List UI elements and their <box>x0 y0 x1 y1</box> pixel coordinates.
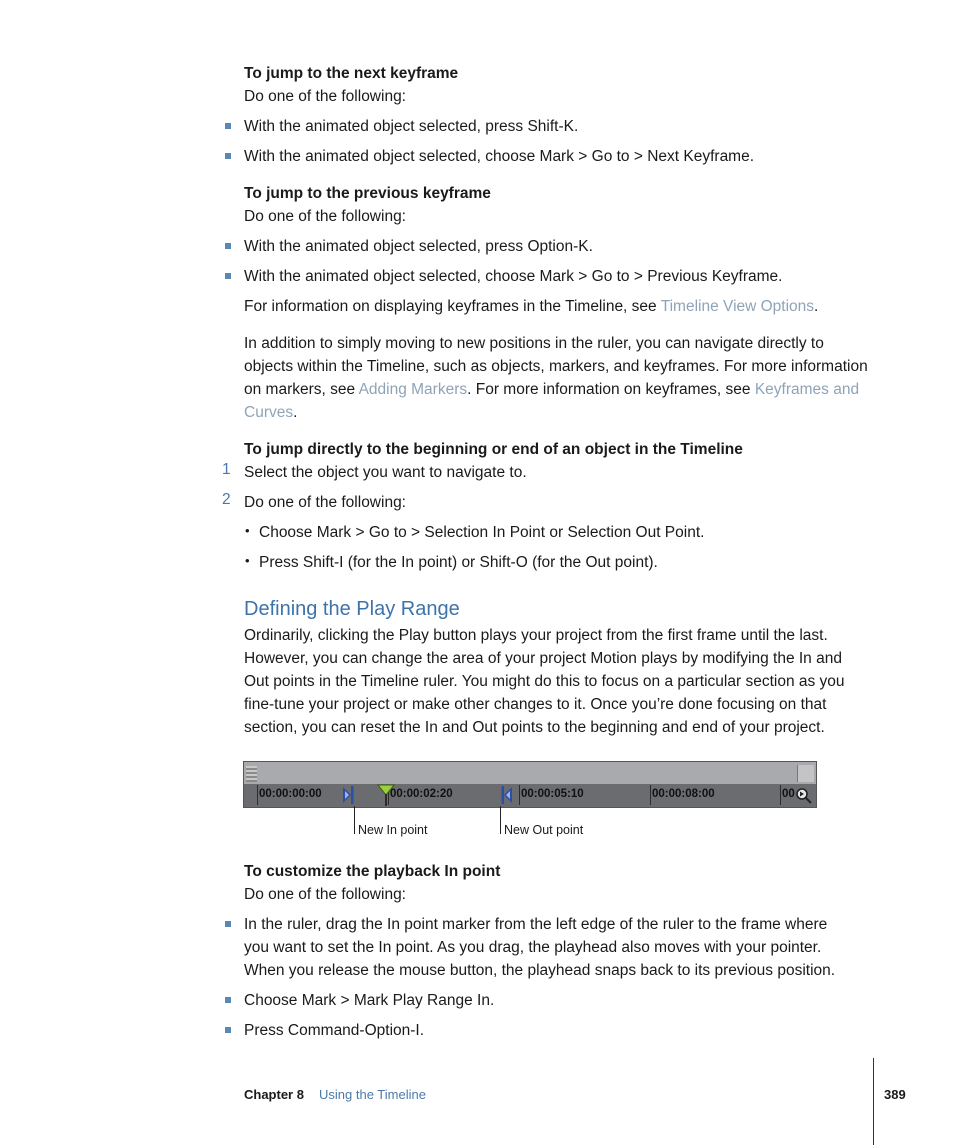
ruler-tick <box>257 785 258 805</box>
para-line <box>244 378 884 401</box>
heading-previous-keyframe: To jump to the previous keyframe <box>244 185 491 202</box>
bullet-square <box>225 921 231 927</box>
link-adding-markers[interactable]: Adding Markers <box>358 381 468 398</box>
list-item <box>244 913 884 982</box>
bullet-square <box>225 153 231 159</box>
para-text: . For more information on keyframes, see <box>467 381 755 398</box>
sub-bullet: Press Shift-I (for the In point) or Shift-O (for the Out point). <box>259 554 658 571</box>
heading-customize-in-point: To customize the playback In point <box>244 863 501 880</box>
callout-line-out <box>500 806 501 834</box>
intro-text: Do one of the following: <box>244 208 406 225</box>
bullet-square <box>225 1027 231 1033</box>
heading-jump-object: To jump directly to the beginning or end of an object in the Timeline <box>244 441 743 458</box>
bullet-dot: • <box>245 553 250 568</box>
page-number: 389 <box>884 1087 906 1102</box>
playhead-icon[interactable] <box>377 784 397 806</box>
bullet-dot: • <box>245 523 250 538</box>
zoom-icon[interactable] <box>795 787 813 805</box>
para-line: fine-tune your project or make other changes to it. Once you’re done focusing on that <box>244 696 827 713</box>
in-point-marker-icon[interactable] <box>342 785 356 805</box>
info-prefix: For information on displaying keyframes in the Timeline, see <box>244 298 661 315</box>
list-item: Choose Mark > Mark Play Range In. <box>244 992 495 1009</box>
para-line: In addition to simply moving to new positions in the ruler, you can navigate directly to <box>244 335 824 352</box>
out-point-marker-icon[interactable] <box>499 785 513 805</box>
link-timeline-view-options[interactable]: Timeline View Options <box>660 298 815 315</box>
step-number: 2 <box>222 491 231 508</box>
list-item: Press Command-Option-I. <box>244 1022 425 1039</box>
info-text <box>244 295 818 318</box>
footer-chapter-title[interactable]: Using the Timeline <box>319 1087 426 1102</box>
link-keyframes-and-curves-cont[interactable]: Curves <box>244 404 294 421</box>
para-line: Ordinarily, clicking the Play button plays your project from the first frame until the last. <box>244 627 828 644</box>
ruler-scroll-end[interactable] <box>797 765 814 782</box>
step-text: Do one of the following: <box>244 494 406 511</box>
bullet-square <box>225 273 231 279</box>
footer-chapter: Chapter 8 <box>244 1087 304 1102</box>
list-item-line: you want to set the In point. As you drag, the playhead also moves with your pointer. <box>244 939 822 956</box>
timecode-label: 00:00:05:10 <box>521 788 584 800</box>
bullet-square <box>225 997 231 1003</box>
sub-bullet: Choose Mark > Go to > Selection In Point or Selection Out Point. <box>259 524 705 541</box>
link-keyframes-and-curves[interactable]: Keyframes and <box>754 381 860 398</box>
intro-text: Do one of the following: <box>244 886 406 903</box>
ruler-timecode-bar <box>244 784 816 807</box>
bullet-square <box>225 243 231 249</box>
para-text: . <box>293 404 298 421</box>
timeline-ruler <box>243 761 817 808</box>
step-text: Select the object you want to navigate to. <box>244 464 527 481</box>
para-line <box>244 401 884 424</box>
step-number: 1 <box>222 461 231 478</box>
ruler-tick <box>519 785 520 805</box>
timecode-label: 00:00:08:00 <box>652 788 715 800</box>
timecode-label: 00:00:02:20 <box>390 788 453 800</box>
heading-next-keyframe: To jump to the next keyframe <box>244 65 459 82</box>
list-item: With the animated object selected, press Shift-K. <box>244 118 579 135</box>
list-item: With the animated object selected, choose Mark > Go to > Next Keyframe. <box>244 148 755 165</box>
list-item: With the animated object selected, press Option-K. <box>244 238 593 255</box>
callout-line-in <box>354 806 355 834</box>
bullet-square <box>225 123 231 129</box>
para-text: on markers, see <box>244 381 359 398</box>
navigation-paragraph <box>244 332 884 424</box>
timecode-label: 00:00:00:00 <box>259 788 322 800</box>
info-suffix: . <box>814 298 819 315</box>
ruler-tick <box>780 785 781 805</box>
list-item-line: In the ruler, drag the In point marker from the left edge of the ruler to the frame where <box>244 916 828 933</box>
para-line: section, you can reset the In and Out points to the beginning and end of your project. <box>244 719 825 736</box>
ruler-track <box>244 762 816 784</box>
playrange-paragraph <box>244 624 884 739</box>
footer-divider <box>873 1058 874 1145</box>
para-line: objects within the Timeline, such as objects, markers, and keyframes. For more information <box>244 358 868 375</box>
ruler-tick <box>650 785 651 805</box>
list-item: With the animated object selected, choose Mark > Go to > Previous Keyframe. <box>244 268 783 285</box>
ruler-grip[interactable] <box>246 766 257 782</box>
callout-new-out-point: New Out point <box>504 823 584 837</box>
para-line: However, you can change the area of your project Motion plays by modifying the In and <box>244 650 842 667</box>
list-item-line: When you release the mouse button, the playhead snaps back to its previous position. <box>244 962 836 979</box>
para-line: Out points in the Timeline ruler. You might do this to focus on a particular section as you <box>244 673 845 690</box>
callout-new-in-point: New In point <box>358 823 428 837</box>
timecode-label: 00 <box>782 788 795 800</box>
intro-text: Do one of the following: <box>244 88 406 105</box>
section-title: Defining the Play Range <box>244 598 460 620</box>
